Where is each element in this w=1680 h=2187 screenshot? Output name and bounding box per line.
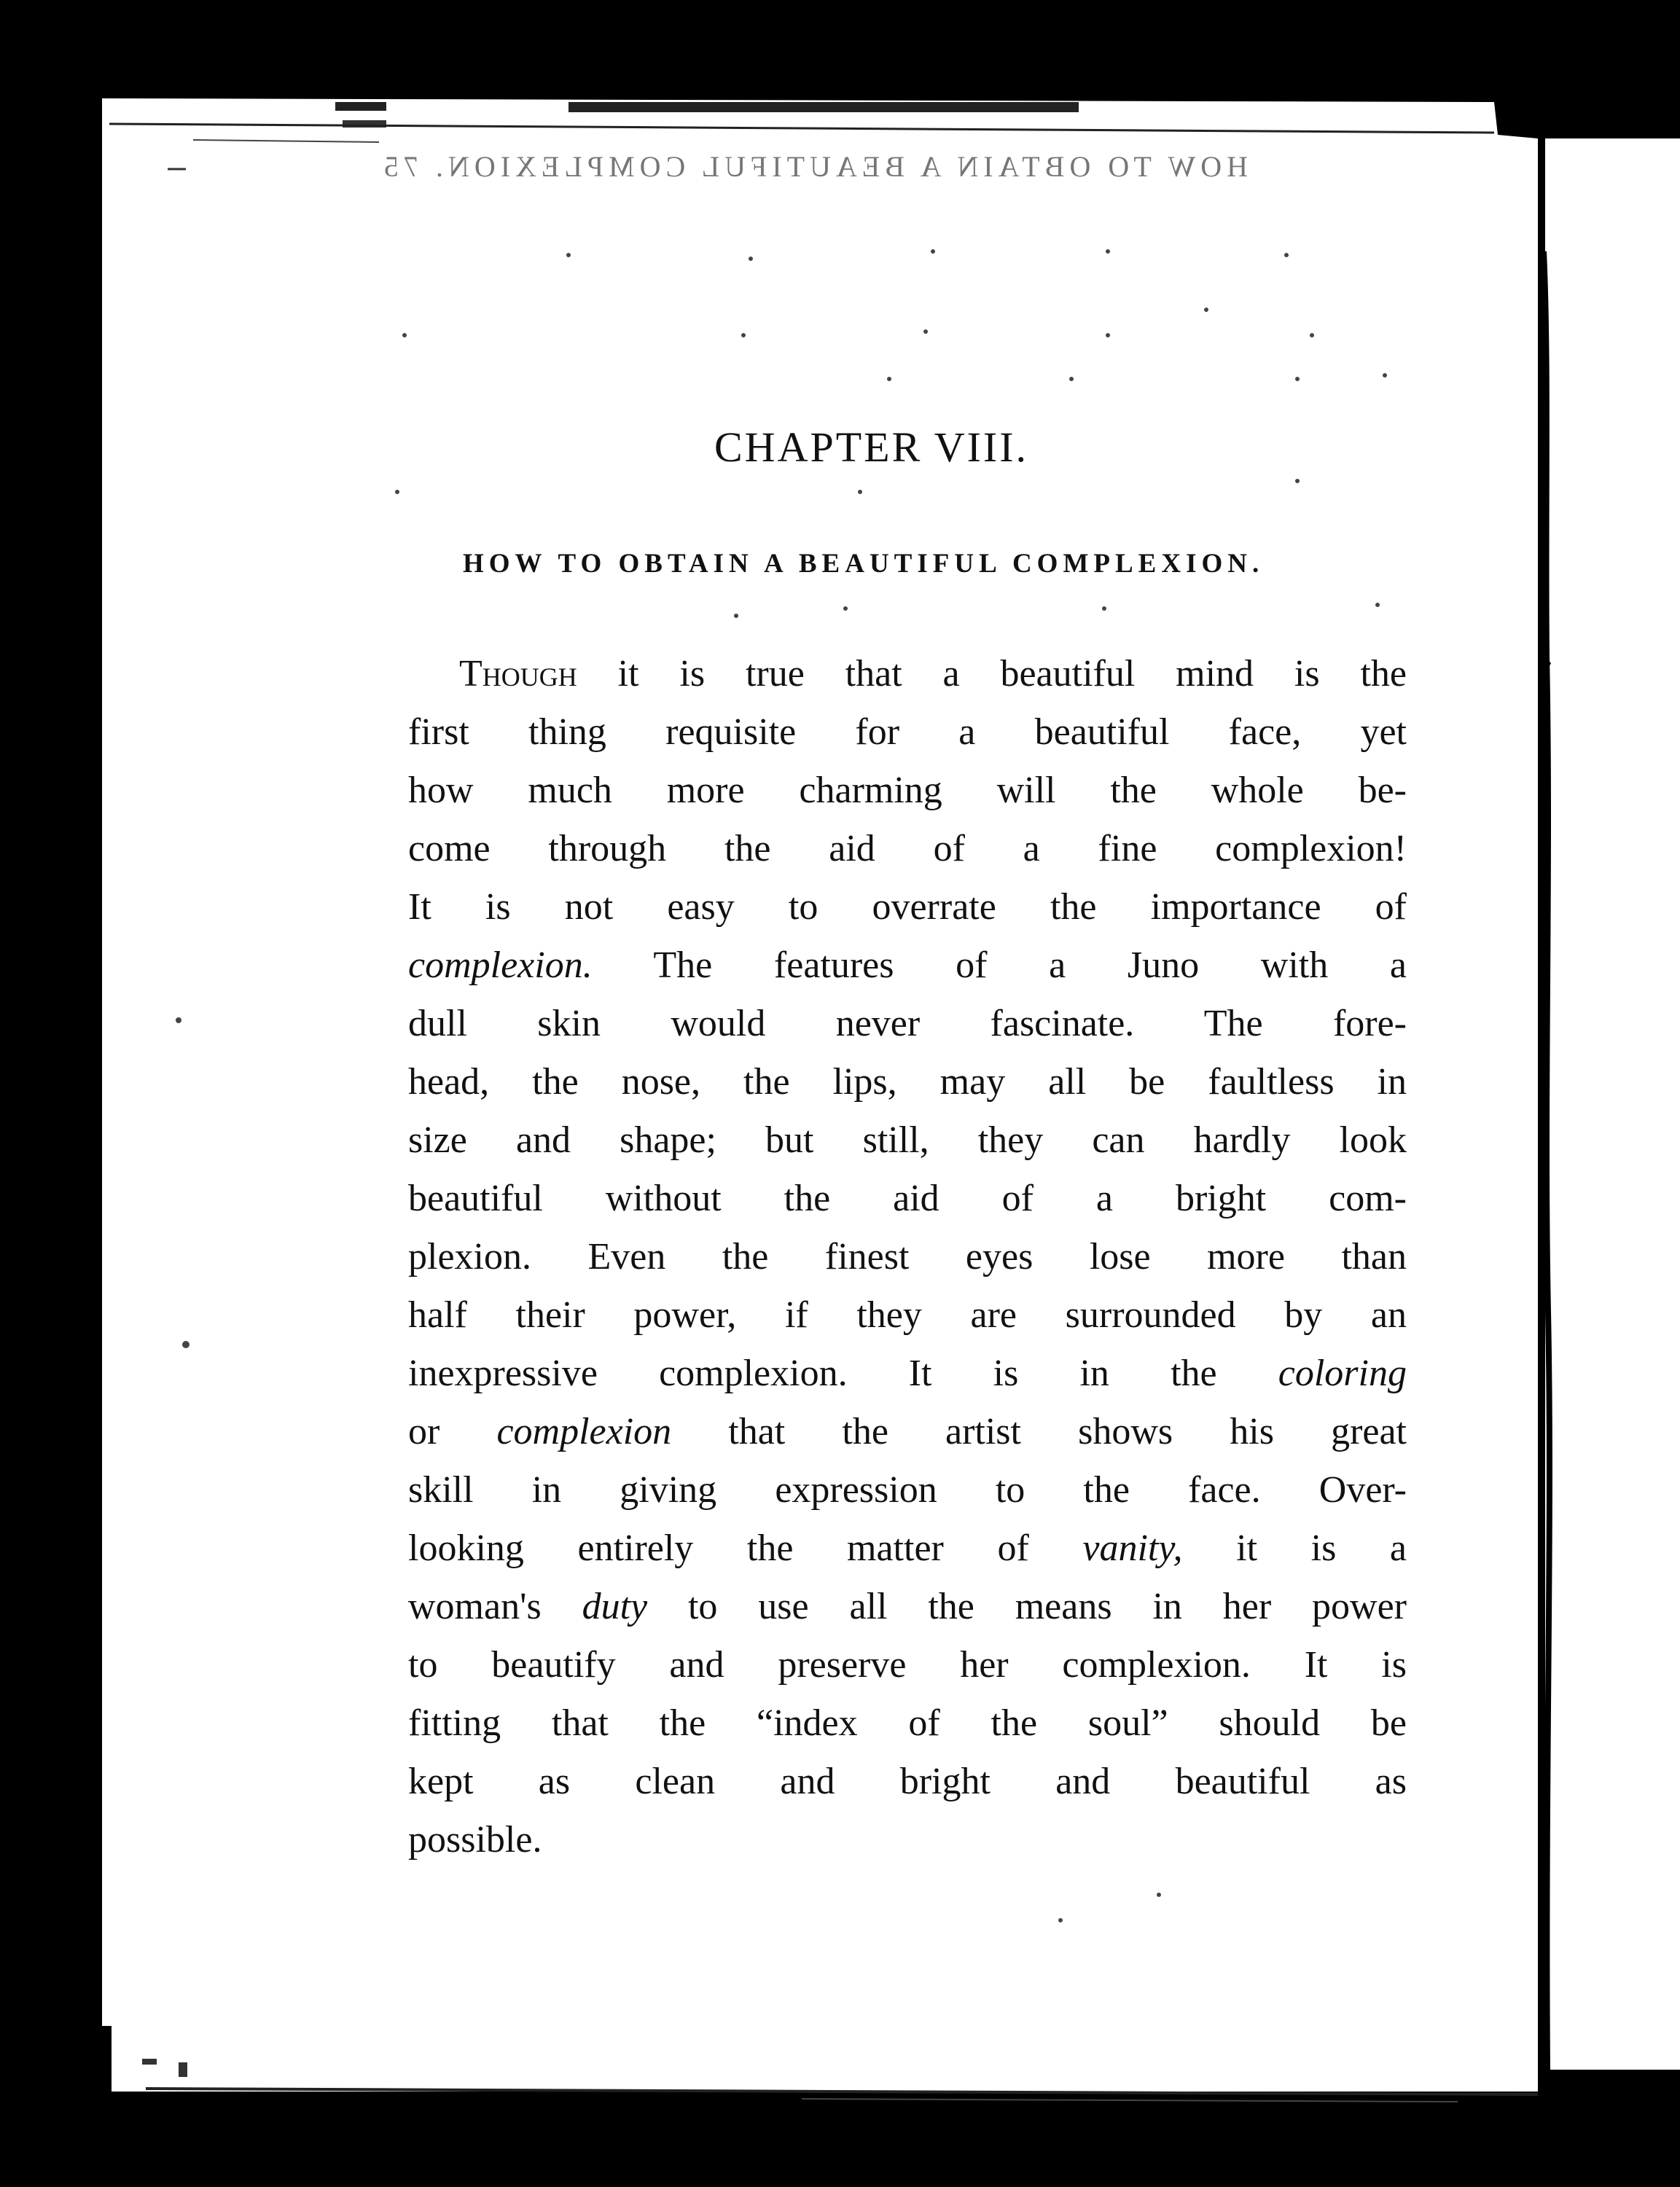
- text-segment: to use all the means in her power: [647, 1586, 1407, 1627]
- text-line: [408, 1519, 1407, 1578]
- text-line: [408, 1170, 1407, 1228]
- text-line: [408, 1053, 1407, 1111]
- bleed-through-running-header: HOW TO OBTAIN A BEAUTIFUL COMPLEXION. 75: [379, 150, 1248, 183]
- text-line: [408, 1111, 1407, 1170]
- text-line: [408, 1403, 1407, 1461]
- text-line: [408, 1811, 1407, 1869]
- text-line: [408, 1461, 1407, 1519]
- text-line: [408, 820, 1407, 878]
- text-segment: half their power, if they are surrounded by an: [408, 1294, 1407, 1336]
- text-segment: first thing requisite for a beautiful face, yet: [408, 711, 1407, 753]
- text-segment: or: [408, 1411, 497, 1452]
- text-segment: plexion. Even the finest eyes lose more than: [408, 1236, 1407, 1278]
- text-segment: size and shape; but still, they can hardly look: [408, 1119, 1407, 1161]
- text-segment: looking entirely the matter of: [408, 1527, 1083, 1569]
- text-segment: inexpressive complexion. It is in the: [408, 1353, 1278, 1394]
- text-segment: possible.: [408, 1819, 542, 1861]
- text-line: [408, 1345, 1407, 1403]
- text-segment: skill in giving expression to the face. Over-: [408, 1469, 1407, 1511]
- chapter-title: CHAPTER VIII.: [714, 423, 1029, 471]
- text-segment: to beautify and preserve her complexion. It is: [408, 1644, 1407, 1686]
- text-segment: head, the nose, the lips, may all be faultless in: [408, 1061, 1407, 1103]
- text-line: [408, 995, 1407, 1053]
- text-segment: it is a: [1182, 1527, 1407, 1569]
- text-segment: it is true that a beautiful mind is the: [577, 653, 1407, 695]
- text-line: [408, 1753, 1407, 1811]
- italic-text: coloring: [1278, 1353, 1407, 1394]
- text-segment: beautiful without the aid of a bright com-: [408, 1178, 1407, 1219]
- text-line: [408, 645, 1407, 703]
- italic-text: complexion: [496, 1411, 672, 1452]
- text-line: [408, 878, 1407, 936]
- italic-text: complexion.: [408, 944, 593, 986]
- text-line: [408, 1636, 1407, 1694]
- text-segment: come through the aid of a fine complexion!: [408, 828, 1407, 869]
- text-segment: kept as clean and bright and beautiful as: [408, 1761, 1407, 1802]
- chapter-subtitle: HOW TO OBTAIN A BEAUTIFUL COMPLEXION.: [463, 549, 1265, 579]
- text-segment: The features of a Juno with a: [592, 944, 1407, 986]
- text-line: [408, 1286, 1407, 1345]
- body-paragraph: [408, 645, 1407, 1869]
- text-line: [408, 1228, 1407, 1286]
- text-segment: fitting that the “index of the soul” should be: [408, 1702, 1407, 1744]
- text-line: [408, 703, 1407, 762]
- italic-text: vanity,: [1082, 1527, 1183, 1569]
- small-caps-text: Though: [459, 653, 577, 695]
- italic-text: duty: [582, 1586, 648, 1627]
- text-segment: that the artist shows his great: [671, 1411, 1407, 1452]
- text-line: [408, 762, 1407, 820]
- text-segment: woman's: [408, 1586, 582, 1627]
- text-segment: how much more charming will the whole be-: [408, 770, 1407, 811]
- text-segment: dull skin would never fascinate. The fore-: [408, 1003, 1407, 1044]
- text-segment: It is not easy to overrate the importance of: [408, 886, 1407, 928]
- text-line: [408, 936, 1407, 995]
- text-line: [408, 1694, 1407, 1753]
- text-line: [408, 1578, 1407, 1636]
